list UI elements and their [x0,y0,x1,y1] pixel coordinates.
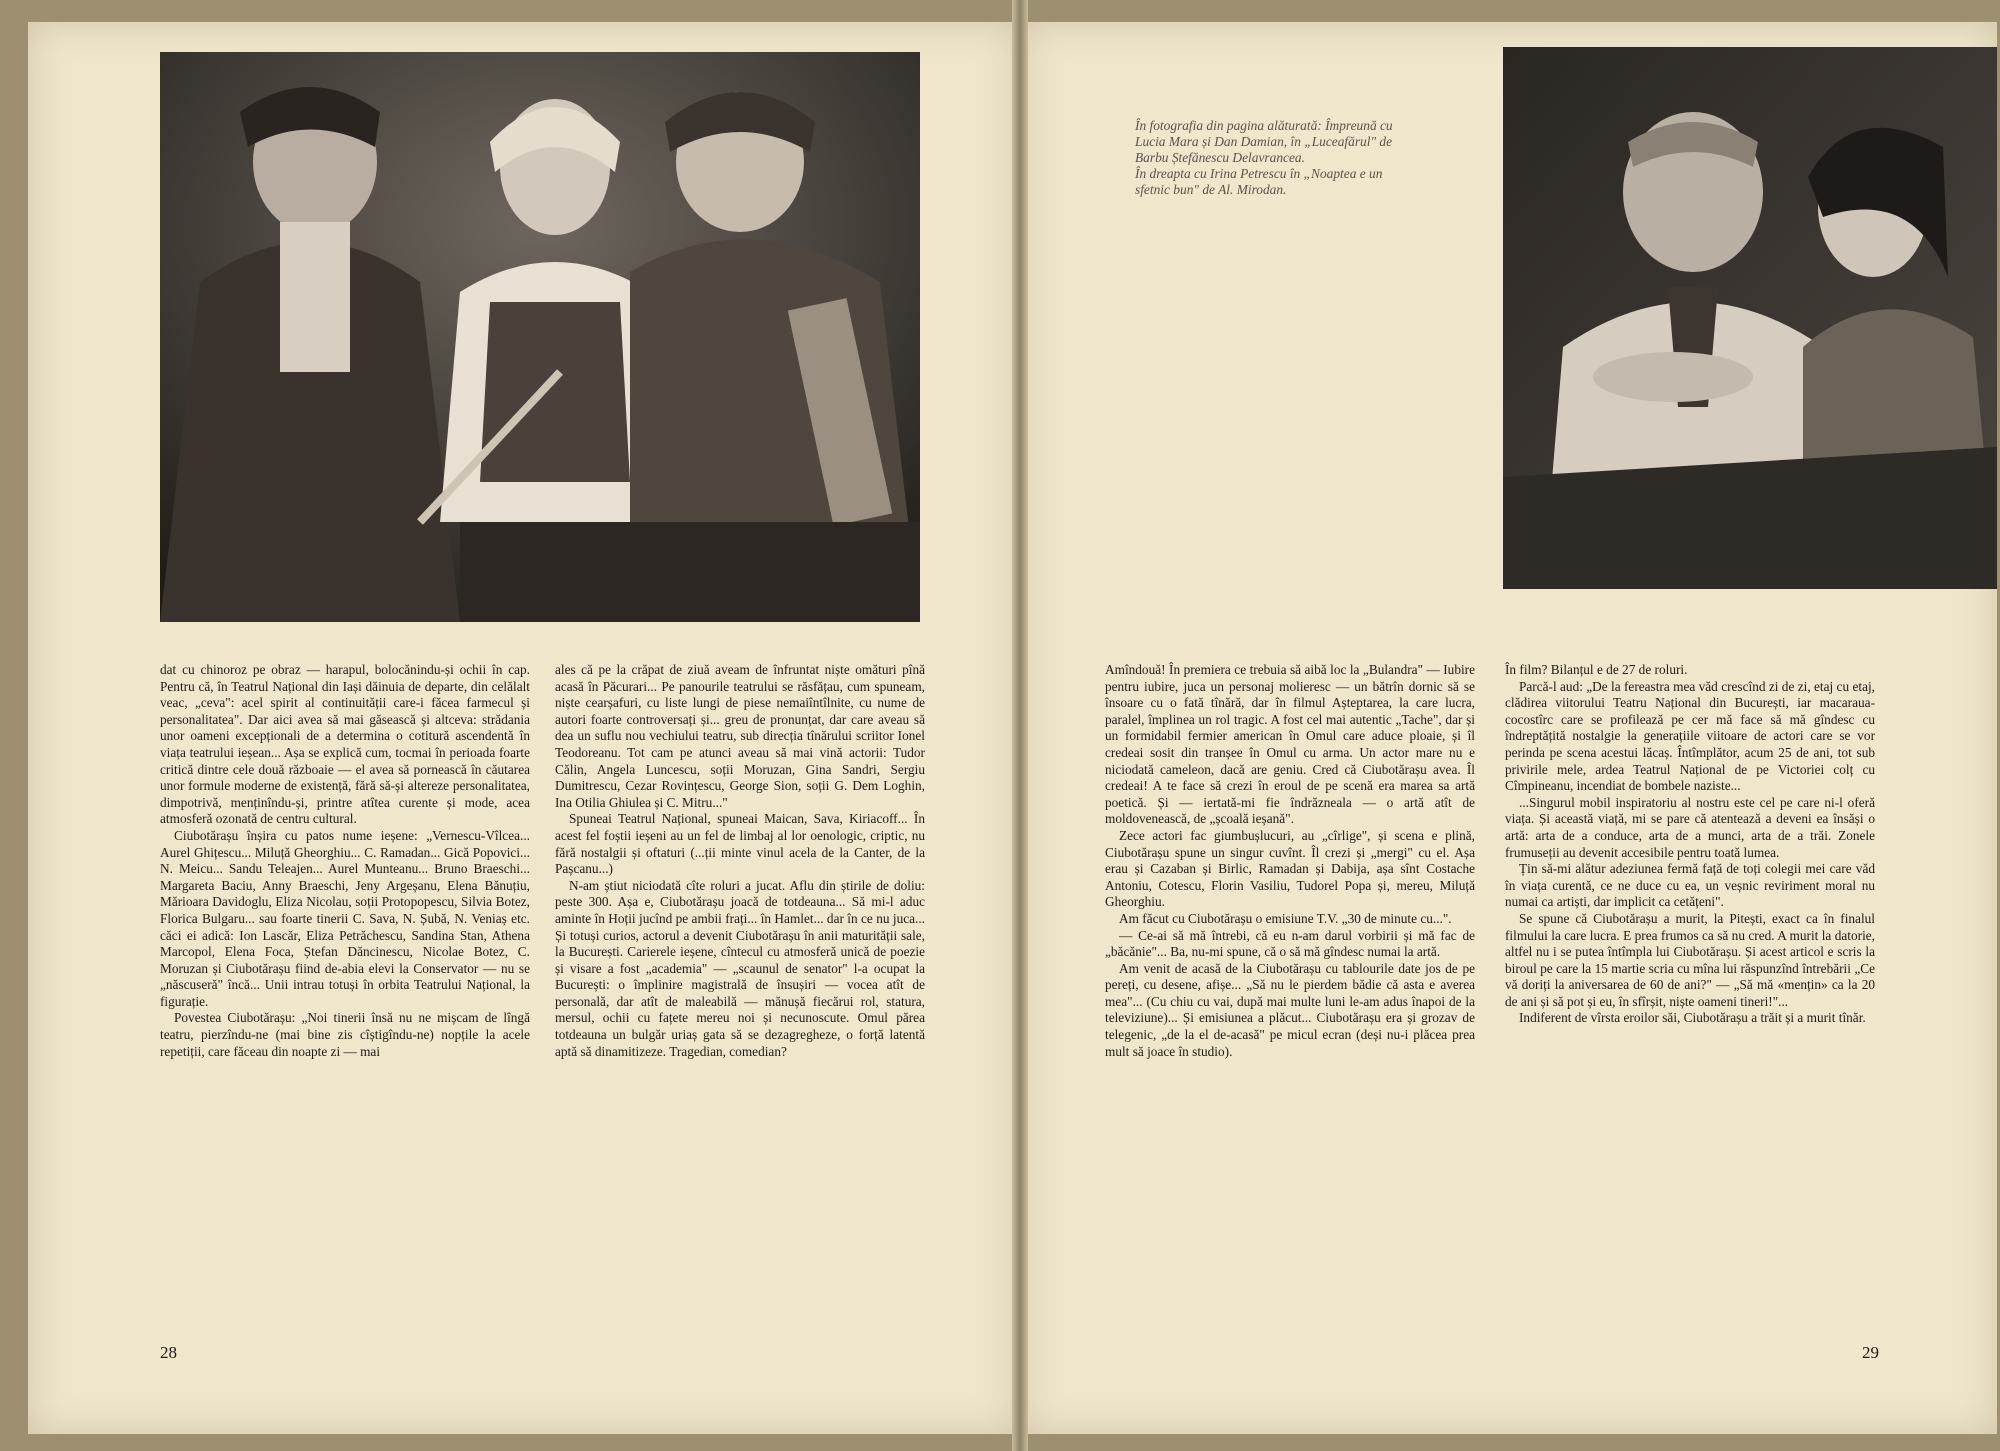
right-page-column-1 [1105,662,1475,1060]
page-number-right: 29 [1862,1343,1879,1362]
paragraph: Zece actori fac giumbușlucuri, au „cîrlige", și scena e plină, Ciubotărașu spune un singur cuvînt. Îl crezi și „mergi" cu el. Așa erau și Cazaban și Birlic, Ramadan și Dabija, așa sînt Costache Antoniu, Cotescu, Florin Vasiliu, Tudorel Popa și, mereu, Miluță Gheorghiu. [1105,827,1475,910]
paragraph: ...Singurul mobil inspiratoriu al nostru este cel pe care ni-l oferă viața. Și această viață, mi se pare că atentează a deveni ea însăși o artă: arta de a conduce, arta de a munci, arta de a trăi. Zonele frumuseții au devenit accesibile pentru toată lumea. [1505,794,1875,860]
caption-right-photo: În dreapta cu Irina Petrescu în „Noaptea e un sfetnic bun" de Al. Mirodan. [1135,166,1383,197]
stage-photo-image [160,52,920,622]
paragraph: Ciubotărașu înșira cu patos nume ieșene: „Vernescu-Vîlcea... Aurel Ghițescu... Miluță Gheorghiu... C. Ramadan... Gică Popovici... N. Meicu... Sandu Teleajen... Aurel Munteanu... Bruno Braeschi... Margareta Baciu, Anny Braeschi, Jeny Argeșanu, Elena Bănuțiu, Mărioara Davidoglu, Eliza Nicolau, soții Protopopescu, Silvia Botez, Florica Bulgaru... sau foarte tinerii C. Sava, N. Șubă, N. Veniaș etc. căci ei adică: Ion Lascăr, Eliza Petrăchescu, Sandina Stan, Athena Marcopol, Elena Foca, Ștefan Dăncinescu, Nicolae Botez, C. Moruzan și Ciubotărașu fiind de-abia elevi la Conservator — nu se „născuseră" încă... Unii intrau totuși în orbita Teatrului Național, la figurație. [160,827,530,1009]
page-number-left: 28 [160,1343,177,1362]
paragraph: ales că pe la crăpat de ziuă aveam de înfruntat niște omături pînă acasă în Păcurari... Pe panourile teatrului se răsfățau, cum spuneam, niște cearșafuri, cu liste lungi de piese nemaiîntîlnite, cu nume de autori foarte controversați și... greu de pronunțat, dar care aveau să dea un suflu nou vechiului teatru, sub direcția tînărului scriitor Ionel Teodoreanu. Tot cam pe atunci aveau să mai vină actorii: Tudor Călin, Angela Luncescu, soții Moruzan, Gina Sandri, Sergiu Dumitrescu, Cezar Rovințescu, George Sion, soții G. Dem Loghin, Ina Otilia Ghiulea și C. Mitru..." [555,662,925,810]
left-page-column-1 [160,662,530,1060]
paragraph: Am venit de acasă de la Ciubotărașu cu tablourile date jos de pe pereți, cu desene, afișe... „Să nu le pierdem bădie că asta e averea mea"... (Cu chiu cu vai, după mai multe luni le-am adus înapoi de la televiziune)... Și emisiunea a plăcut... Ciubotărașu era și grozav de telegenic, „de la el de-acasă" pe micul ecran (deși nu-i plăcea prea mult să joace în studio). [1105,960,1475,1059]
left-page-column-2 [555,662,925,1060]
caption-left-photo: În fotografia din pagina alăturată: Împreună cu Lucia Mara și Dan Damian, în „Luceafărul" de Barbu Ștefănescu Delavrancea. [1135,118,1393,165]
paragraph: — Ce-ai să mă întrebi, că eu n-am darul vorbirii și mă fac de „băcănie"... Ba, nu-mi spune, că o să mă gîndesc numai la artă. [1105,927,1475,960]
paragraph: Am făcut cu Ciubotărașu o emisiune T.V. „30 de minute cu...". [1119,910,1452,926]
paragraph: dat cu chinoroz pe obraz — harapul, bolocănindu-și ochii în cap. Pentru că, în Teatrul Național din Iași dăinuia de departe, din celălalt veac, „ceva": acel spirit al continuității care-i făcea farmecul și personalitatea". Dar aici avea să mai găsească și altceva: strădania unor oameni excepționali de a determina o cotitură ascendentă în viața teatrului ieșean... Așa se explică cum, tocmai în perioada foarte critică dintre cele două războaie — el avea să pornească în căutarea unor formule moderne de existență, fără să-și altereze personalitatea, dimpotrivă, menținîndu-și, printre atîtea curente și mode, acea atmosferă ozonată de centru cultural. [160,662,530,827]
paragraph: Se spune că Ciubotărașu a murit, la Pitești, exact ca în finalul filmului la care lucra. E prea frumos ca să nu cred. A murit la datorie, altfel nu i se putea întîmpla lui Ciubotărașu. Și acest articol e scris la biroul pe care la 15 martie scria cu mîna lui răspunzînd întrebării „Ce vă doriți la aniversarea de 60 de ani?" — „Să mă «mențin» ca la 20 de ani și să pot și eu, în sfîrșit, niște oameni tineri!"... [1505,910,1875,1009]
stage-photo [160,52,920,622]
book-gutter [1012,0,1028,1451]
paragraph: N-am știut niciodată cîte roluri a jucat. Aflu din știrile de doliu: peste 300. Așa e, Ciubotărașu joacă de totdeauna... Să mi-l aduc aminte în Hoții jucînd pe ambii frați... în Hamlet... dar în ce nu juca... Și totuși curios, actorul a devenit Ciubotărașu în anii maturității sale, la București. Carierele ieșene, cîntecul cu atmosferă unică de poezie și visare a fost „academia" — „scaunul de senator" l-a ocupat la București: o împlinire magistrală de însușiri — vocea atît de personală, dar atît de maleabilă — mănușă fiecărui rol, statura, mersul, ochii cu fațete mereu noi și necunoscute. Omul părea totdeauna un bulgăr uriaș gata să se dezagregheze, o forță latentă aptă să dinamitizeze. Tragedian, comedian? [555,877,925,1059]
portrait-photo [1503,47,1997,589]
paragraph: Spuneai Teatrul Național, spuneai Maican, Sava, Kiriacoff... În acest fel foștii ieșeni au un fel de limbaj al lor oenologic, criptic, nu fără nostalgii și oftaturi (...ții minte vinul acela de la Canter, de la Pașcanu...) [555,811,925,877]
photo-caption [1135,118,1395,198]
paragraph: Indiferent de vîrsta eroilor săi, Ciubotărașu a trăit și a murit tînăr. [1519,1010,1866,1026]
paragraph: Amîndouă! În premiera ce trebuia să aibă loc la „Bulandra" — Iubire pentru iubire, juca un personaj molieresc — un bătrîn dornic să se însoare cu o fată tînără, dar în filmul Așteptarea, la care lucra, paralel, împlinea un rol tragic. A fost cel mai autentic „Tache", dar și un formidabil fermier american în Omul care aduce ploaie, și îl credeai sosit din tranșee în Omul cu arma. Un actor mare nu e niciodată cameleon, dacă are geniu. Cred că Ciubotărașu avea. Îl credeai! A te face să crezi în eroul de pe scenă era marea sa artă poetică. Și — iertată-mi fie îndrăzneala — o artă atît de moldovenească, de „școală ieșană". [1105,662,1475,827]
paragraph: Țin să-mi alătur adeziunea fermă față de toți colegii mei care văd în viața curentă, ce ne duce cu ea, un veșnic reviriment moral nu numai ca artiști, dar implicit ca cetățeni". [1505,861,1875,910]
portrait-photo-image [1503,47,1997,589]
paragraph: Parcă-l aud: „De la fereastra mea văd crescînd zi de zi, etaj cu etaj, clădirea viitorului Teatru Național din București, iar macaraua-cocostîrc care se profilează pe cer mă face să mă gîndesc cu îndreptățită nostalgie la generațiile viitoare de actori care se vor perinda pe scena acestui lăcaș. Întîmplător, acum 25 de ani, tot sub privirile mele, ardea Teatrul Național de pe Victoriei colț cu Cîmpineanu, incendiat de bombele naziste... [1505,678,1875,794]
paragraph: Povestea Ciubotărașu: „Noi tinerii însă nu ne mișcam de lîngă teatru, pierzîndu-ne (mai bine zis cîștigîndu-ne) nopțile la acele repetiții, care făceau din noapte zi — mai [160,1010,530,1059]
right-page-column-2 [1505,662,1875,1027]
paragraph: În film? Bilanțul e de 27 de roluri. [1505,662,1688,677]
